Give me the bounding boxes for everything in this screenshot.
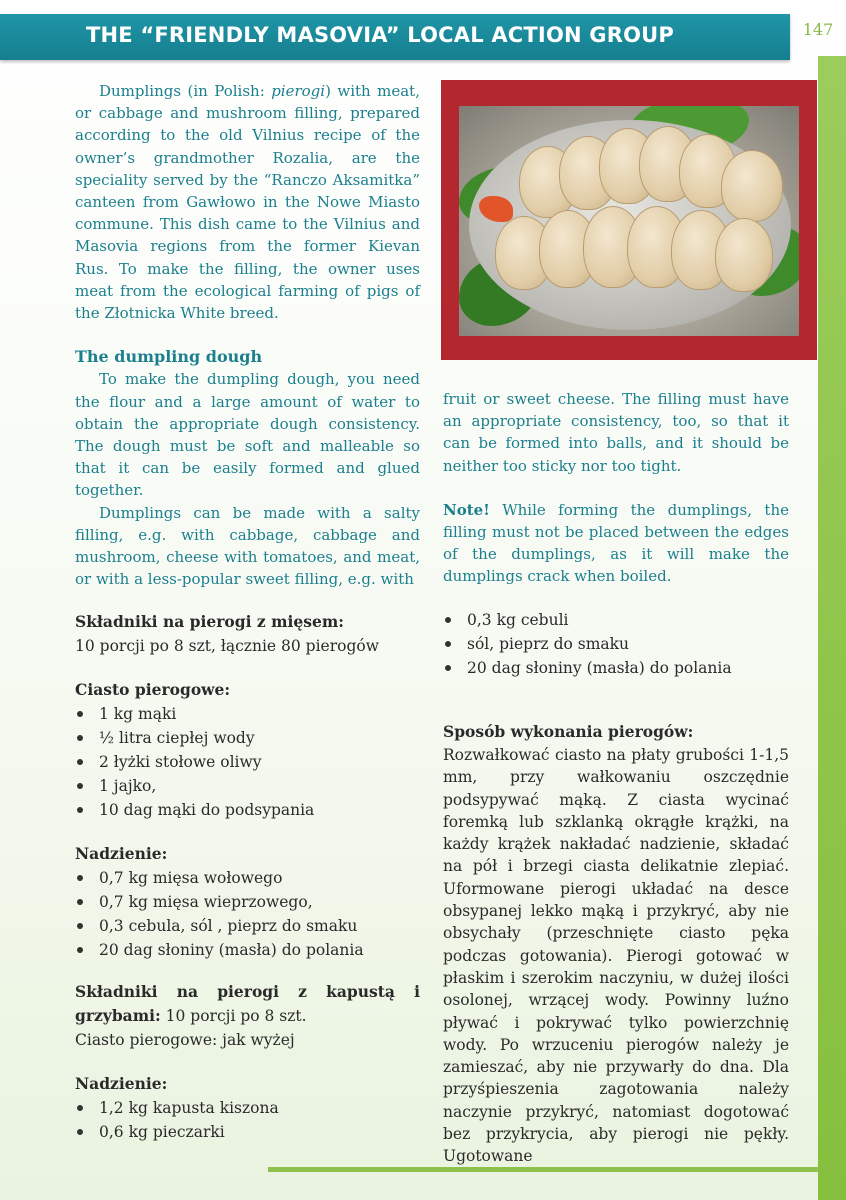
dough-ingredients-title: Ciasto pierogowe:	[75, 680, 231, 699]
cabbage-filling-list-continued	[443, 608, 789, 680]
note-paragraph	[443, 499, 789, 588]
footer-line	[268, 1167, 818, 1172]
list-item: 10 dag mąki do podsypania	[75, 798, 420, 822]
page-title: THE “FRIENDLY MASOVIA” LOCAL ACTION GROUP	[85, 23, 674, 47]
intro-text-block	[75, 80, 420, 590]
cabbage-filling-title: Nadzienie:	[75, 1074, 168, 1093]
list-item: 0,3 cebula, sól , pieprz do smaku	[75, 914, 420, 938]
cabbage-recipe-portions: 10 porcji po 8 szt.	[160, 1007, 307, 1025]
recipe-meat-portions: 10 porcji po 8 szt, łącznie 80 pierogów	[75, 637, 379, 655]
intro-rest: ) with meat, or cabbage and mushroom filling, prepared according to the old Vilnius recipe of the owner’s grandmother Rozalia, are the speciality served by the “Ranczo Aksamitka” canteen from Gawłowo in the Nowe Miasto commune. This dish came to the Vilnius and Masovia regions from the former Kievan Rus. To make the filling, the owner uses meat from the ecological farming of pigs of the Złotnicka White breed.	[75, 82, 420, 323]
dough-ingredients-list	[75, 702, 420, 822]
note-text: While forming the dumplings, the filling must not be placed between the edges of the dumplings, as it will make the dumplings crack when boiled.	[443, 500, 789, 586]
dumpling	[721, 150, 783, 222]
method-text: Rozwałkować ciasto na płaty grubości 1-1,5 mm, przy wałkowaniu oszczędnie podsypywać mąką. Z ciasta wycinać foremką lub szklanką okrągłe krążki, na każdy krążek nakładać nadzienie, składać na pół i brzegi ciasta delikatnie zlepiać. Uformowane pierogi układać na desce obsypanej lekko mąką i przykryć, aby nie obsychały (przeschnięte ciasto pęka podczas gotowania). Pierogi gotować w płaskim i szerokim naczyniu, w dużej ilości osolonej, wrzącej wody. Powinny luźno pływać i pokrywać tylko powierzchnię wody. Po wrzuceniu pierogów należy je zamieszać, aby nie przywarły do dna. Dla przyśpieszenia zagotowania należy naczynie przykryć, natomiast dogotować bez przykrycia, aby pierogi nie pękły. Ugotowane	[443, 746, 789, 1166]
list-item: sól, pieprz do smaku	[443, 632, 789, 656]
dough-paragraph-2: Dumplings can be made with a salty filling, e.g. with cabbage, cabbage and mushroom, cheese with tomatoes, and meat, or with a less-popular sweet filling, e.g. with	[75, 503, 420, 589]
list-item: 0,3 kg cebuli	[443, 608, 789, 632]
cabbage-recipe-title: Składniki na pierogi z kapustą i grzybami:	[75, 982, 420, 1025]
dough-heading: The dumpling dough	[75, 347, 263, 367]
list-item: 20 dag słoniny (masła) do polania	[443, 656, 789, 680]
method-title: Sposób wykonania pierogów:	[443, 722, 694, 741]
list-item: ½ litra ciepłej wody	[75, 726, 420, 750]
recipe-left-block	[75, 610, 420, 1144]
list-item: 0,7 kg mięsa wołowego	[75, 866, 420, 890]
note-label: Note!	[443, 500, 490, 519]
intro-paragraph	[75, 80, 420, 324]
recipe-meat-title: Składniki na pierogi z mięsem:	[75, 612, 344, 631]
continuation-text-block	[443, 388, 789, 588]
page-number: 147	[802, 20, 834, 39]
dumplings-photo	[459, 106, 799, 336]
cabbage-dough-note: Ciasto pierogowe: jak wyżej	[75, 1031, 295, 1049]
intro-lead: Dumplings (in Polish:	[99, 82, 272, 100]
list-item: 20 dag słoniny (masła) do polania	[75, 938, 420, 962]
meat-filling-title: Nadzienie:	[75, 844, 168, 863]
meat-filling-list	[75, 866, 420, 962]
list-item: 1 jajko,	[75, 774, 420, 798]
decorative-stripe	[818, 56, 846, 1200]
cabbage-filling-list	[75, 1096, 420, 1144]
dumpling	[715, 218, 773, 292]
dough-paragraph-1: To make the dumpling dough, you need the flour and a large amount of water to obtain the appropriate dough consistency. The dough must be soft and malleable so that it can be easily formed and glued together.	[75, 370, 420, 500]
list-item: 0,6 kg pieczarki	[75, 1120, 420, 1144]
list-item: 1 kg mąki	[75, 702, 420, 726]
list-item: 1,2 kg kapusta kiszona	[75, 1096, 420, 1120]
list-item: 2 łyżki stołowe oliwy	[75, 750, 420, 774]
dough-continuation: fruit or sweet cheese. The filling must have an appropriate consistency, too, so that it can be formed into balls, and it should be neither too sticky nor too tight.	[443, 390, 789, 475]
header-bar	[0, 14, 790, 60]
photo-frame	[441, 80, 817, 360]
recipe-right-block	[443, 608, 789, 1168]
cabbage-recipe-heading	[75, 980, 420, 1028]
list-item: 0,7 kg mięsa wieprzowego,	[75, 890, 420, 914]
intro-term: pierogi	[271, 82, 326, 100]
